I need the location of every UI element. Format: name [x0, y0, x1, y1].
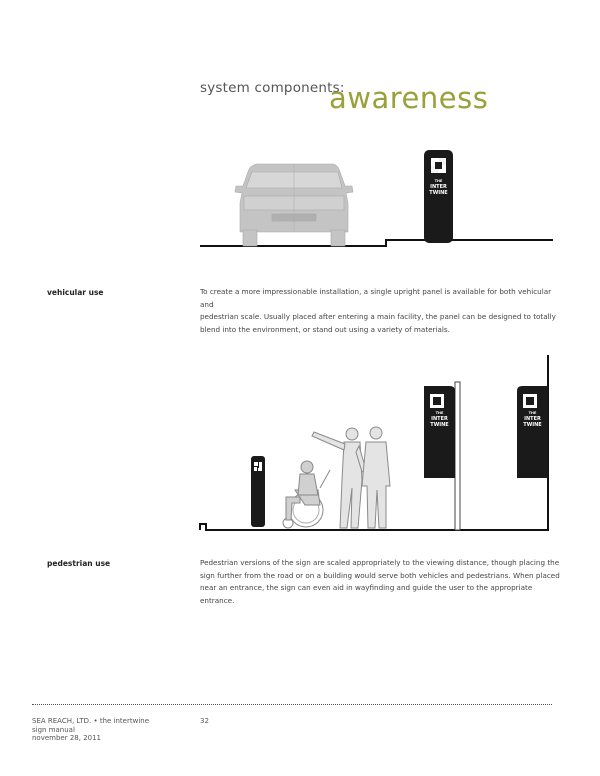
logo-line2: INTER: [430, 184, 447, 190]
page-title: awareness: [329, 81, 489, 115]
footer-company: SEA REACH, LTD. • the intertwine: [32, 717, 150, 725]
section-label-pedestrian: pedestrian use: [47, 559, 111, 568]
section-text-pedestrian: [200, 557, 560, 607]
logo-line1: THE: [434, 179, 443, 183]
vehicular-sign: [424, 150, 453, 243]
standing-man-icon: [362, 427, 390, 528]
logo-line1: THE: [435, 411, 444, 415]
pointing-man-icon: [312, 428, 366, 528]
text-line: near an entrance, the sign can even aid in wayfinding and guide the user to the appropriate entrance.: [200, 583, 533, 605]
footer-info: [32, 717, 149, 743]
logo-line3: TWINE: [429, 190, 448, 196]
title-prefix: system components:: [200, 80, 345, 96]
section-label-vehicular: vehicular use: [47, 288, 104, 297]
logo-line2: INTER: [524, 416, 541, 422]
pole-sign: [424, 386, 455, 478]
page-number: 32: [200, 717, 209, 725]
logo-line3: TWINE: [523, 422, 542, 428]
sign-pole: [455, 382, 460, 530]
footer-divider: [32, 704, 552, 705]
text-line: blend into the environment, or stand out using a variety of materials.: [200, 324, 450, 334]
vehicular-sign-wordmark: [424, 178, 453, 196]
text-line: sign further from the road or on a building would serve both vehicles and pedestrians. When placed: [200, 570, 560, 580]
wheelchair-user-icon: [283, 461, 330, 528]
pedestrian-illustration: [200, 355, 548, 530]
small-sign: [251, 456, 265, 527]
car-icon: [235, 164, 353, 246]
text-line: To create a more impressionable installation, a single upright panel is available for both vehicular and: [200, 287, 552, 309]
footer-doc: sign manual: [32, 725, 75, 734]
wall-sign: [517, 386, 548, 478]
logo-line3: TWINE: [430, 422, 449, 428]
text-line: pedestrian scale. Usually placed after entering a main facility, the panel can be designed to totally: [200, 312, 556, 321]
logo-line2: INTER: [431, 416, 448, 422]
footer-date: november 28, 2011: [32, 734, 102, 743]
pole-sign-wordmark: [424, 410, 455, 428]
wall-sign-wordmark: [517, 410, 548, 428]
vehicular-illustration: [200, 150, 553, 246]
text-line: Pedestrian versions of the sign are scaled appropriately to the viewing distance, though placing the: [200, 558, 560, 567]
section-text-vehicular: [200, 286, 560, 336]
logo-line1: THE: [528, 411, 537, 415]
